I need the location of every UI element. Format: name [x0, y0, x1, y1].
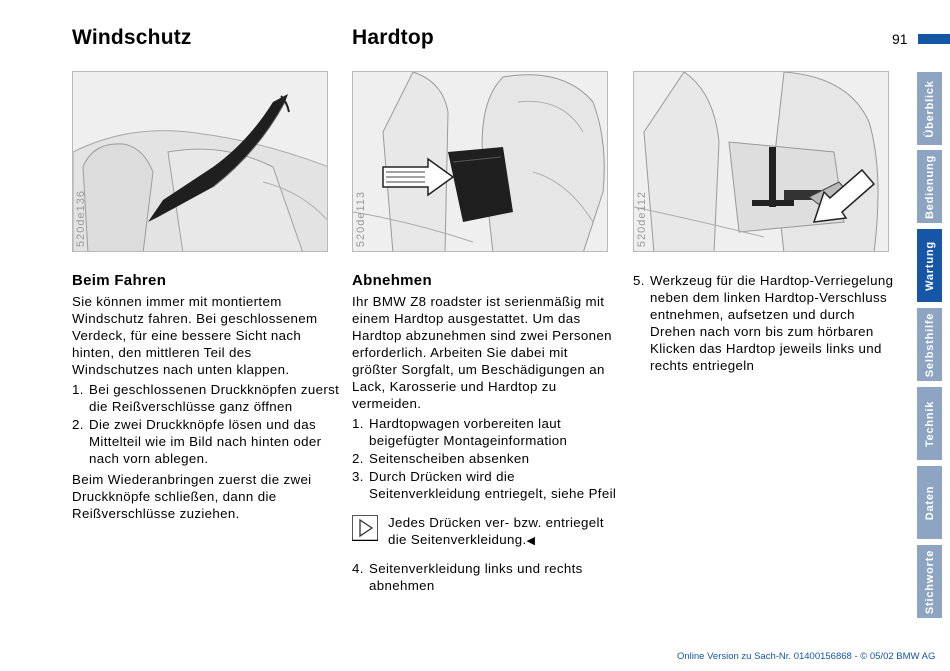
list-item: 5. Werkzeug für die Hardtop-Verriegelung neben dem linken Hardtop-Verschluss entnehmen, aufsetzen und durch Drehen nach vorn bis zum hörbaren Klicken das Hardtop jeweils links und rechts entriegeln — [633, 273, 894, 373]
windscreen-illustration — [73, 72, 328, 252]
page-number: 91 — [892, 31, 908, 47]
step-list-continued — [352, 560, 617, 594]
figure-code: 520de112 — [636, 190, 648, 247]
list-item: 1. Hardtopwagen vorbereiten laut beigefügter Montageinformation — [352, 416, 568, 448]
figure-code: 520de136 — [75, 190, 87, 247]
step-list — [633, 272, 901, 374]
section-title-windschutz: Windschutz — [72, 26, 192, 49]
section-title-hardtop: Hardtop — [352, 26, 434, 49]
tab-daten[interactable]: Daten — [917, 466, 942, 539]
column-beim-fahren — [72, 272, 342, 525]
figure-code: 520de113 — [355, 190, 367, 247]
figure-hardtop-tool — [633, 71, 889, 252]
tab-stichworte[interactable]: Stichworte — [917, 545, 942, 618]
tab-wartung[interactable]: Wartung — [917, 229, 942, 302]
list-item: 1. Bei geschlossenen Druckknöpfen zuerst die Reißverschlüsse ganz öffnen — [72, 382, 340, 414]
column-abnehmen — [352, 272, 617, 598]
step-list — [352, 415, 617, 502]
intro-paragraph: Sie können immer mit montiertem Windschutz fahren. Bei geschlossenem Verdeck, für eine bessere Sicht nach hinten, den mittleren Teil des Windschutzes nach unten klappen. — [72, 294, 318, 377]
subheading-beim-fahren: Beim Fahren — [72, 272, 167, 289]
footer-copyright: Online Version zu Sach-Nr. 01400156868 - © 05/02 BMW AG — [677, 651, 936, 662]
list-item: 2. Seitenscheiben absenken — [352, 451, 530, 466]
list-item: 3. Durch Drücken wird die Seitenverkleidung entriegelt, siehe Pfeil — [352, 469, 617, 501]
column-werkzeug — [633, 272, 901, 378]
tab-ueberblick[interactable]: Überblick — [917, 72, 942, 145]
tab-selbsthilfe[interactable]: Selbsthilfe — [917, 308, 942, 381]
figure-windscreen — [72, 71, 328, 252]
side-panel-illustration — [353, 72, 608, 252]
intro-paragraph: Ihr BMW Z8 roadster ist serienmäßig mit einem Hardtop ausgestattet. Um das Hardtop abzunehmen sind zwei Personen erforderlich. Arbeiten Sie dabei mit größter Sorgfalt, um Beschädigungen an Lack, Karosserie und Hardtop zu vermeiden. — [352, 294, 612, 411]
step-list — [72, 381, 342, 467]
subheading-abnehmen: Abnehmen — [352, 272, 432, 289]
hardtop-tool-illustration — [634, 72, 889, 252]
figure-side-panel — [352, 71, 608, 252]
outro-paragraph: Beim Wiederanbringen zuerst die zwei Druckknöpfe schließen, dann die Reißverschlüsse zuziehen. — [72, 472, 312, 521]
note-text: Jedes Drücken ver- bzw. entriegelt die Seitenverkleidung. — [388, 515, 604, 547]
page-number-bar — [918, 34, 950, 44]
note-box — [352, 514, 617, 550]
note-triangle-icon — [352, 515, 378, 541]
list-item: 4. Seitenverkleidung links und rechts abnehmen — [352, 561, 583, 593]
tab-technik[interactable]: Technik — [917, 387, 942, 460]
end-mark-icon: ◀ — [526, 535, 536, 547]
list-item: 2. Die zwei Druckknöpfe lösen und das Mittelteil wie im Bild nach hinten oder nach vorn ablegen. — [72, 417, 322, 466]
tab-bedienung[interactable]: Bedienung — [917, 150, 942, 223]
